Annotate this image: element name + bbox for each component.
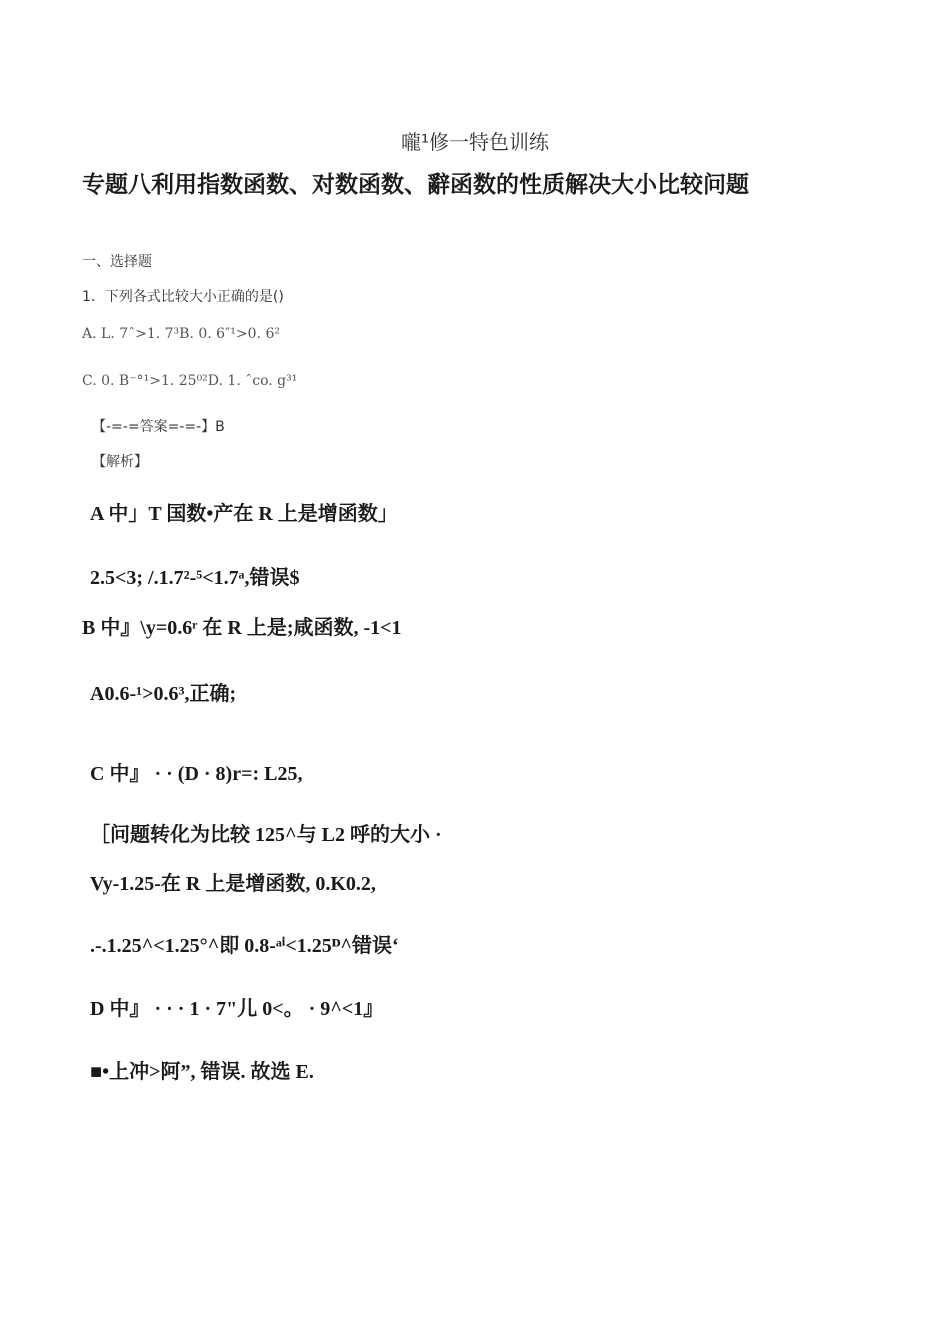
options-c-d: C. 0. B⁻°¹>1. 25⁰²D. 1. ˆco. g³¹: [82, 373, 298, 389]
section-heading: 一、选择题: [82, 254, 152, 270]
analysis-line-6: ［问题转化为比较 125^与 L2 呼的大小 ·: [90, 824, 442, 846]
analysis-line-1: A 中」T 国数•产在 R 上是增函数」: [90, 503, 398, 525]
analysis-label: 【解析】: [92, 454, 148, 470]
analysis-line-8: .-.1.25^<1.25°^即 0.8-ᵃⁱ<1.25ᴰ^错误‘: [90, 935, 399, 957]
document-subtitle: 嚨¹修一特色训练: [400, 130, 550, 154]
analysis-line-9: D 中』 · · · 1 · 7"儿 0<。 · 9^<1』: [90, 998, 384, 1020]
analysis-line-4: A0.6-¹>0.6³,正确;: [90, 683, 237, 705]
question-text: 1．下列各式比较大小正确的是(): [82, 289, 284, 305]
document-title: 专题八利用指数函数、对数函数、辭函数的性质解决大小比较问题: [82, 172, 749, 198]
analysis-line-10: ■•上冲>阿”, 错误. 故选 E.: [90, 1061, 314, 1083]
analysis-line-3: B 中』\y=0.6ʳ 在 R 上是;咸函数, -1<1: [82, 617, 402, 639]
answer-line: 【-=-=答案=-=-】B: [92, 419, 225, 435]
analysis-line-5: C 中』 · · (D · 8)r=: L25,: [90, 763, 303, 785]
options-a-b: A. L. 7ˆ>1. 7³B. 0. 6″¹>0. 6²: [82, 326, 280, 342]
analysis-line-7: Vy-1.25-在 R 上是增函数, 0.K0.2,: [90, 873, 376, 895]
analysis-line-2: 2.5<3; /.1.7²-⁵<1.7ᵃ,错误$: [90, 567, 300, 589]
